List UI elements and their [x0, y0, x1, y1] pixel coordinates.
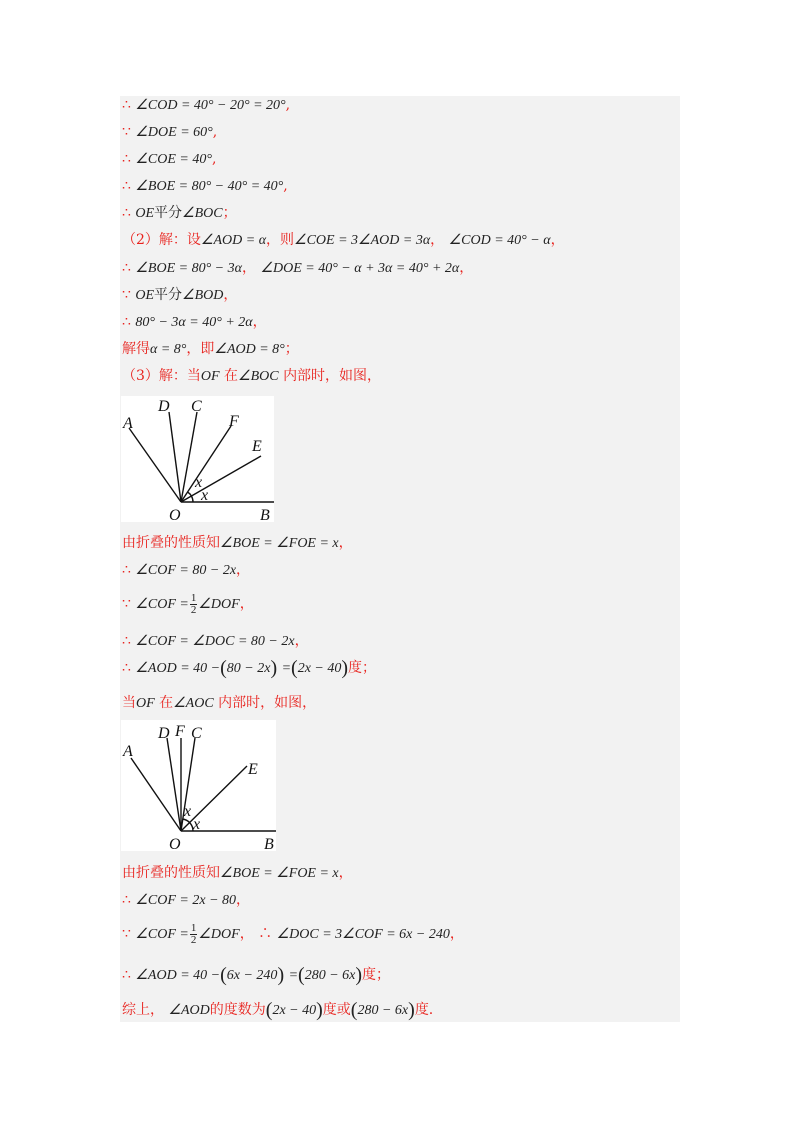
solution-line: ∴ ∠COE = 40°, — [122, 151, 217, 167]
label-o: O — [169, 836, 181, 851]
label-o: O — [169, 507, 181, 522]
angle-arc — [191, 496, 193, 502]
solution-line: 当OF 在∠AOC 内部时，如图， — [122, 695, 317, 711]
solution-line: ∴ ∠COD = 40° − 20° = 20°, — [122, 97, 291, 113]
label-b: B — [264, 836, 274, 851]
fraction: $\frac{1}{2}$ — [190, 591, 197, 616]
ray-od — [167, 738, 181, 831]
label-x: x — [184, 803, 192, 820]
solution-line: （2）解：设∠AOD = α，则∠COE = 3∠AOD = 3α， ∠COD = 40° − α， — [122, 232, 565, 248]
label-x: x — [201, 487, 209, 504]
label-d: D — [158, 725, 170, 742]
label-f: F — [229, 413, 239, 430]
solution-line: ∴ 80° − 3α = 40° + 2α， — [122, 314, 267, 330]
solution-line: 由折叠的性质知∠BOE = ∠FOE = x， — [122, 865, 353, 881]
solution-line: 解得α = 8°，即∠AOD = 8°； — [122, 341, 299, 357]
solution-line: ∴ ∠COF = 80 − 2x， — [122, 562, 251, 578]
label-x: x — [193, 816, 201, 833]
solution-line: ∴ ∠AOD = 40 −(6x − 240) =(280 − 6x)度； — [122, 964, 391, 986]
label-c: C — [191, 398, 202, 415]
solution-line: ∴ ∠COF = ∠DOC = 80 − 2x， — [122, 633, 309, 649]
solution-line: ∵ ∠DOE = 60°, — [122, 124, 218, 140]
figure-of-in-boc — [121, 396, 274, 522]
solution-line: （3）解：当OF 在∠BOC 内部时，如图， — [122, 368, 382, 384]
label-e: E — [252, 438, 262, 455]
label-c: C — [191, 725, 202, 742]
solution-line: ∴ ∠AOD = 40 −(80 − 2x) =(2x − 40)度； — [122, 657, 377, 679]
geometry-diagram-1 — [121, 396, 274, 522]
ray-oe — [181, 766, 247, 831]
solution-line: ∴ OE平分∠BOC； — [122, 205, 237, 221]
solution-line: ∵ ∠COF = $\frac{1}{2}$ ∠DOF， — [122, 591, 254, 616]
solution-line: ∵ OE平分∠BOD， — [122, 287, 238, 303]
ray-oa — [131, 758, 181, 831]
label-f: F — [175, 723, 185, 740]
solution-line: ∵ ∠COF = $\frac{1}{2}$ ∠DOF， ∴ ∠DOC = 3∠COF = 6x − 240， — [122, 921, 464, 946]
figure-of-in-aoc — [121, 720, 276, 851]
label-b: B — [260, 507, 270, 522]
solution-line: ∴ ∠COF = 2x − 80， — [122, 892, 251, 908]
solution-line: ∴ ∠BOE = 80° − 40° = 40°, — [122, 178, 288, 194]
label-d: D — [158, 398, 170, 415]
solution-line: 综上， ∠AOD的度数为(2x − 40)度或(280 − 6x)度. — [122, 999, 434, 1021]
solution-line: 由折叠的性质知∠BOE = ∠FOE = x， — [122, 535, 353, 551]
geometry-diagram-2 — [121, 720, 276, 851]
label-x: x — [195, 474, 203, 491]
ray-oe — [181, 456, 261, 502]
label-e: E — [248, 761, 258, 778]
label-a: A — [123, 415, 133, 432]
fraction: $\frac{1}{2}$ — [190, 921, 197, 946]
label-a: A — [123, 743, 133, 760]
angle-arc — [188, 492, 192, 496]
solution-line: ∴ ∠BOE = 80° − 3α， ∠DOE = 40° − α + 3α = 40° + 2α， — [122, 260, 474, 276]
